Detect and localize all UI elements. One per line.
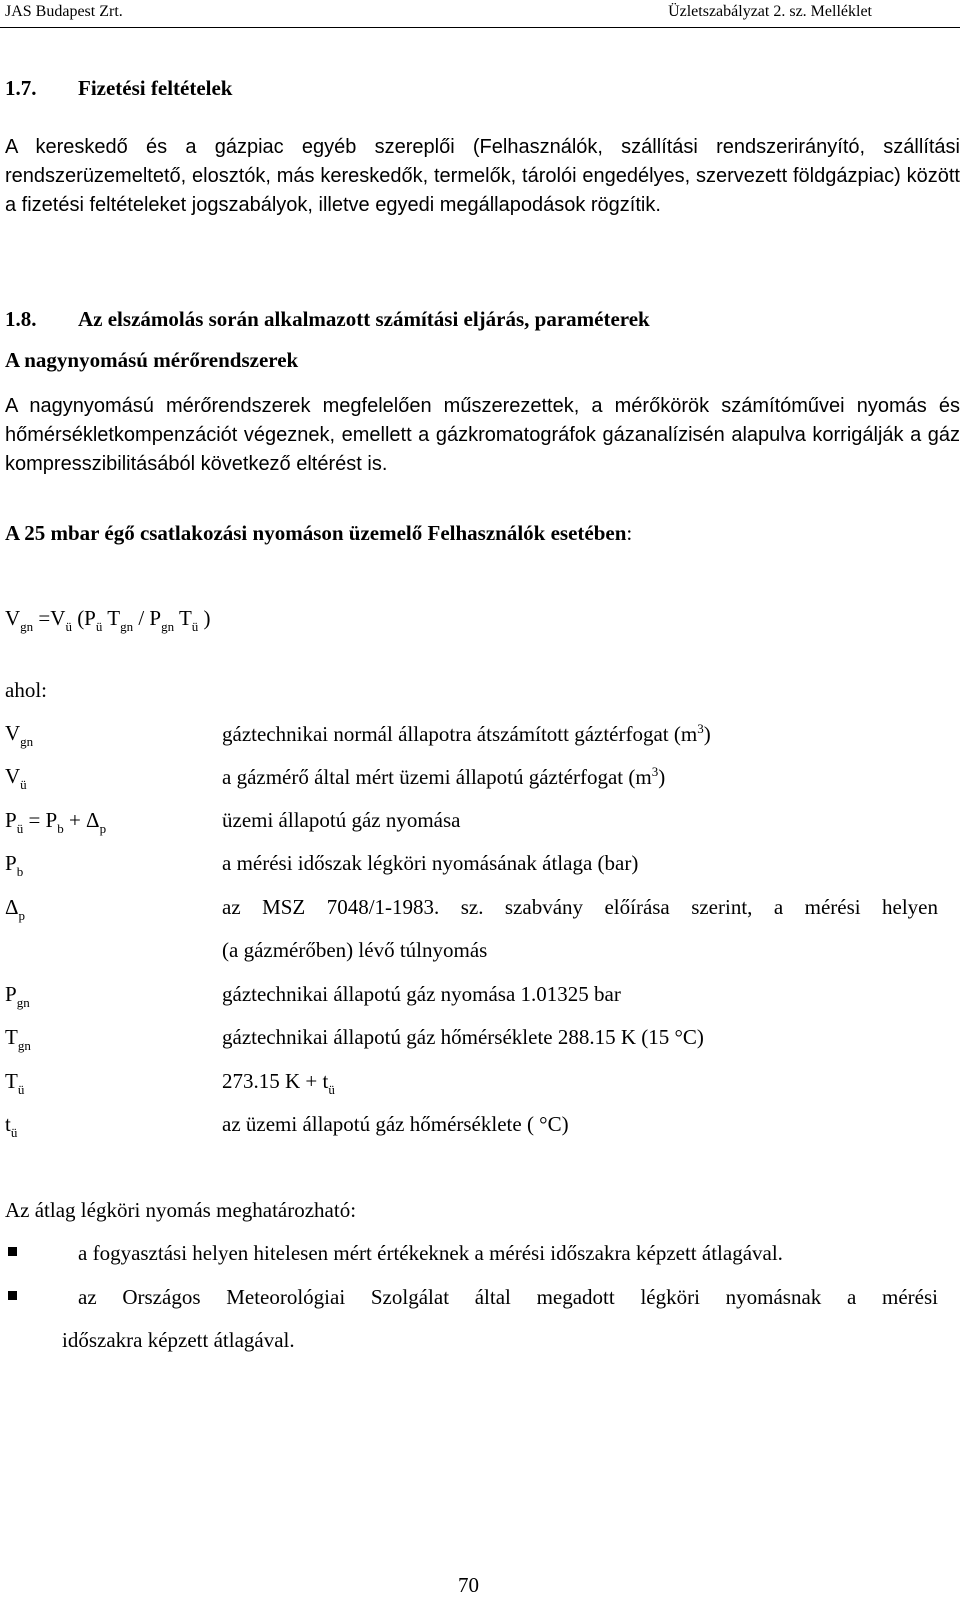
- def-dp-desc-line1: az MSZ 7048/1-1983. sz. szabvány előírása szerint, a mérési helyen: [222, 895, 938, 919]
- def-pgn-desc: gáztechnikai állapotú gáz nyomása 1.01325 bar: [222, 982, 621, 1006]
- def-tgn-desc: gáztechnikai állapotú gáz hőmérséklete 288.15 K (15 °C): [222, 1025, 704, 1049]
- bullet-square-icon: [8, 1291, 17, 1300]
- def-pu-desc: üzemi állapotú gáz nyomása: [222, 808, 461, 832]
- section-1-8-number: 1.8.: [5, 307, 37, 331]
- def-dp-symbol: $\Delta_p$: [5, 895, 26, 923]
- section-1-7-body: A kereskedő és a gázpiac egyéb szereplői (Felhasználók, szállítási rendszerirányító, szállítási rendszerüzemeltető, elosztók, más kereskedők, termelők, tárolói engedélyes, szervezett földgázpiac) között a fizetési feltételeket jogszabályok, illetve egyedi megállapodások rögzítik.: [5, 136, 960, 216]
- def-tu-desc: 273.15 $K + t_ü$: [222, 1069, 335, 1097]
- def-pb-symbol: $P_b$: [5, 851, 24, 879]
- section-1-7-number: 1.7.: [5, 76, 37, 100]
- atlag-bullet-1: a fogyasztási helyen hitelesen mért értékeknek a mérési időszakra képzett átlagával.: [78, 1241, 783, 1265]
- atlag-bullet-2: az Országos Meteorológiai Szolgálat által megadott légköri nyomásnak a mérési: [78, 1285, 938, 1309]
- page-number: 70: [458, 1573, 479, 1597]
- header-document-title: Üzletszabályzat 2. sz. Melléklet: [668, 3, 872, 20]
- bullet-square-icon: [8, 1247, 17, 1256]
- def-vu-symbol: $V_ü$: [5, 764, 27, 792]
- section-1-8-subtitle: A nagynyomású mérőrendszerek: [5, 348, 299, 372]
- def-vgn-symbol: $V_{gn}$: [5, 721, 34, 749]
- def-tgn-symbol: $T_{gn}$: [5, 1025, 31, 1053]
- section-1-8-title: Az elszámolás során alkalmazott számítási eljárás, paraméterek: [78, 307, 650, 331]
- atlag-bullet-2-continuation: időszakra képzett átlagával.: [62, 1328, 295, 1352]
- def-tlow-symbol: $t_ü$: [5, 1112, 18, 1140]
- header-rule: [0, 27, 960, 28]
- def-tu-symbol: $T_ü$: [5, 1069, 25, 1097]
- section-1-7-title: Fizetési feltételek: [78, 76, 233, 100]
- case-heading: A 25 mbar égő csatlakozási nyomáson üzemelő Felhasználók esetében:: [5, 521, 633, 545]
- ahol-label: ahol:: [5, 678, 47, 702]
- atlag-intro: Az átlag légköri nyomás meghatározható:: [5, 1198, 357, 1222]
- def-pb-desc: a mérési időszak légköri nyomásának átlaga (bar): [222, 851, 639, 875]
- def-pgn-symbol: $P_{gn}$: [5, 982, 30, 1010]
- section-1-8-body: A nagynyomású mérőrendszerek megfelelően műszerezettek, a mérőkörök számítóművei nyomás és hőmérsékletkompenzációt végeznek, emellett a gázkromatográfok gázanalízisén alapulva korrigálják a gáz kompresszibilitásából következő eltérést is.: [5, 395, 960, 475]
- def-vu-desc: a gázmérő által mért üzemi állapotú gáztérfogat $(m^3)$: [222, 764, 666, 789]
- def-vgn-desc: gáztechnikai normál állapotra átszámított gáztérfogat $(m^3)$: [222, 721, 711, 746]
- def-tlow-desc: az üzemi állapotú gáz hőmérséklete ( °C): [222, 1112, 569, 1136]
- header-company: JAS Budapest Zrt.: [5, 3, 123, 20]
- def-dp-desc-line2: (a gázmérőben) lévő túlnyomás: [222, 938, 488, 962]
- formula: $V_{gn} =V_ü$ ($P_ü$ $T_{gn} / P_{gn}$ $T_ü$ ): [5, 606, 211, 634]
- def-pu-symbol: $P_ü = P_b + \Delta_p$: [5, 808, 107, 836]
